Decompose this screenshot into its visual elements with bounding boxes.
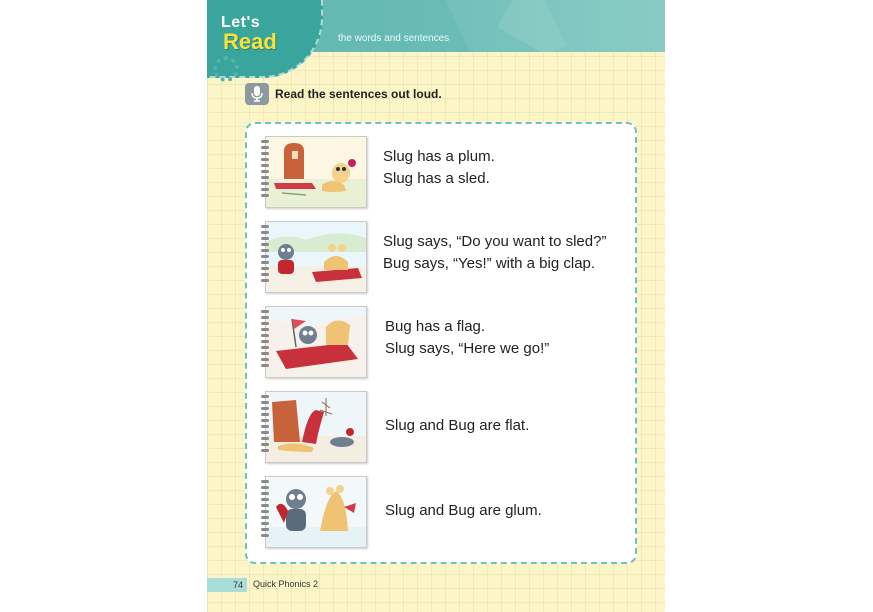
reading-row <box>265 391 625 463</box>
reading-row <box>265 136 625 208</box>
sentence-group <box>385 500 542 522</box>
sentence: Bug says, “Yes!” with a big clap. <box>383 255 596 272</box>
textbook-page <box>207 0 665 612</box>
page-number: 74 <box>207 578 247 592</box>
reading-row <box>265 221 625 293</box>
illustration-slug-asks-bug <box>265 221 367 293</box>
spiral-binding <box>261 225 269 289</box>
sentence-group <box>383 231 606 275</box>
microphone-icon <box>245 83 269 105</box>
reading-card <box>245 122 637 564</box>
badge-lets-text: Let's <box>221 14 261 31</box>
sentence-group <box>385 415 529 437</box>
spiral-binding <box>261 140 269 204</box>
header-decoration <box>434 0 566 52</box>
instruction-text: Read the sentences out loud. <box>275 87 442 101</box>
illustration-crash-flat <box>265 391 367 463</box>
badge-read-text: Read <box>223 29 277 54</box>
illustration-glum <box>265 476 367 548</box>
sentence: Slug and Bug are glum. <box>385 502 542 519</box>
spiral-binding <box>261 480 269 544</box>
sentence: Slug and Bug are flat. <box>385 417 530 434</box>
sentence-group <box>383 146 495 190</box>
sentence: Bug has a flag. <box>385 318 486 335</box>
sentence: Slug says, “Do you want to sled?” <box>383 233 607 250</box>
gear-icon <box>213 56 239 82</box>
reading-row <box>265 476 625 548</box>
header-subtitle: the words and sentences <box>338 33 450 44</box>
illustration-sledding-with-flag <box>265 306 367 378</box>
spiral-binding <box>261 395 269 459</box>
book-title: Quick Phonics 2 <box>253 579 319 589</box>
spiral-binding <box>261 310 269 374</box>
sentence: Slug has a sled. <box>383 170 490 187</box>
illustration-slug-plum-sled <box>265 136 367 208</box>
sentence: Slug has a plum. <box>383 148 495 165</box>
page-footer <box>207 578 665 592</box>
reading-row <box>265 306 625 378</box>
instruction <box>245 83 442 105</box>
sentence-group <box>385 316 549 360</box>
sentence: Slug says, “Here we go!” <box>385 340 550 357</box>
